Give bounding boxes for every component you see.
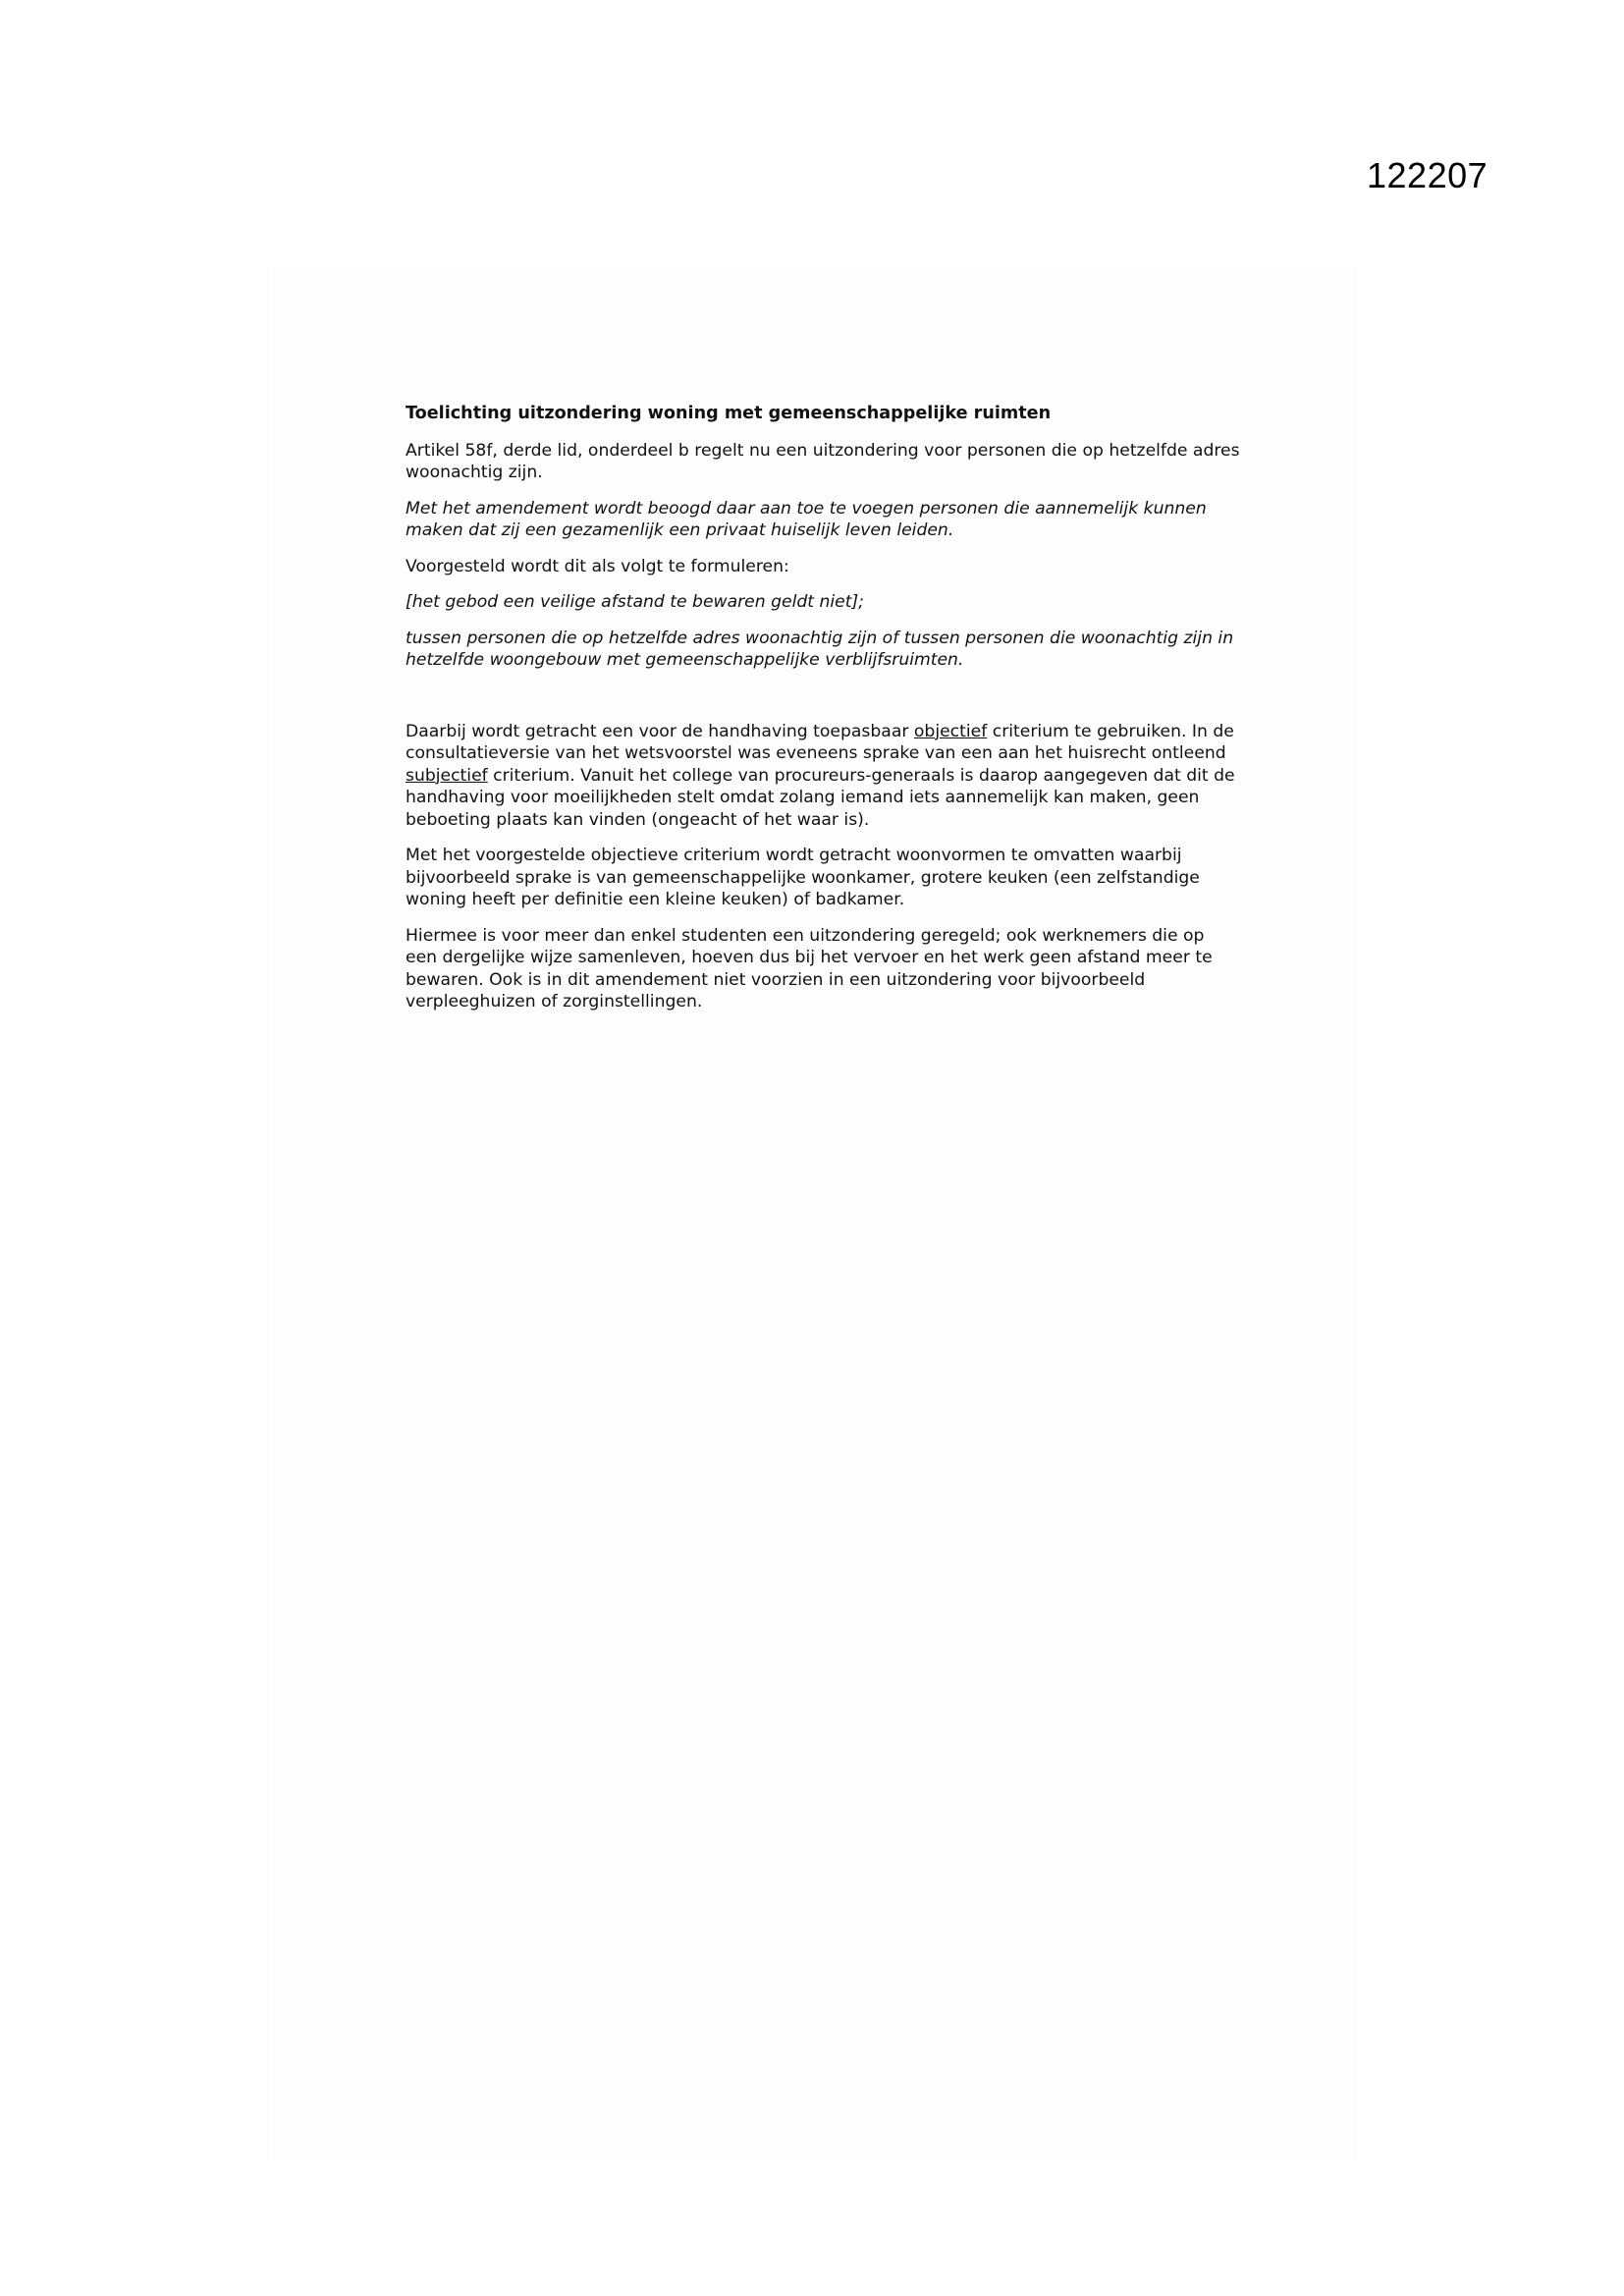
underlined-subjectief: subjectief bbox=[406, 765, 488, 786]
document-title: Toelichting uitzondering woning met gemeenschappelijke ruimten bbox=[406, 404, 1052, 423]
paragraph-gap bbox=[406, 685, 1240, 721]
paragraph-criterium-part-a: Daarbij wordt getracht een voor de handhaving toepasbaar bbox=[406, 721, 914, 741]
paragraph-criterium-part-b: criterium te gebruiken. In de consultatieversie van het wetsvoorstel was eveneens sprake van een aan het huisrecht ontleend bbox=[406, 721, 1234, 763]
document-body bbox=[406, 403, 1240, 1027]
underlined-objectief: objectief bbox=[913, 721, 988, 741]
paragraph-proposal-clause: [het gebod een veilige afstand te bewaren geldt niet]; bbox=[406, 592, 864, 612]
paragraph-criterium bbox=[406, 721, 1240, 832]
paragraph-scope: Hiermee is voor meer dan enkel studenten een uitzondering geregeld; ook werknemers die op een dergelijke wijze samenleven, hoeven dus bij het vervoer en het werk geen afstand meer te bewaren. Ook is in dit amendement niet voorzien in een uitzondering voor bijvoorbeeld verpleeghuizen of zorginstellingen. bbox=[406, 925, 1213, 1011]
paragraph-criterium-part-c: criterium. Vanuit het college van procureurs-generaals is daarop aangegeven dat dit de handhaving voor moeilijkheden stelt omdat zolang iemand iets aannemelijk kan maken, geen beboeting plaats kan vinden (ongeacht of het waar is). bbox=[406, 765, 1235, 830]
paragraph-article: Artikel 58f, derde lid, onderdeel b regelt nu een uitzondering voor personen die op hetzelfde adres woonachtig zijn. bbox=[406, 440, 1240, 482]
document-number: 122207 bbox=[1367, 155, 1489, 195]
paragraph-objective-criterium: Met het voorgestelde objectieve criterium wordt getracht woonvormen te omvatten waarbij bijvoorbeeld sprake is van gemeenschappelijke woonkamer, grotere keuken (een zelfstandige woning heeft per definitie een kleine keuken) of badkamer. bbox=[406, 846, 1200, 909]
paragraph-proposal-text: tussen personen die op hetzelfde adres woonachtig zijn of tussen personen die woonachtig zijn in hetzelfde woongebouw met gemeenschappelijke verblijfsruimten. bbox=[406, 628, 1234, 670]
paragraph-proposal-intro: Voorgesteld wordt dit als volgt te formuleren: bbox=[406, 556, 789, 576]
paragraph-amendment-purpose: Met het amendement wordt beoogd daar aan toe te voegen personen die aannemelijk kunnen maken dat zij een gezamenlijk een privaat huiselijk leven leiden. bbox=[406, 498, 1207, 540]
